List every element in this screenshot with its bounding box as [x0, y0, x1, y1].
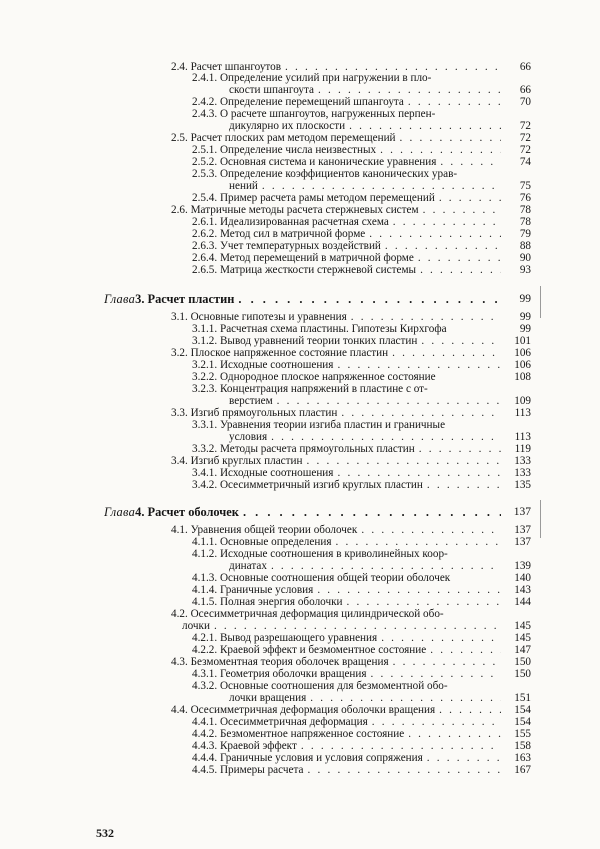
dot-leader — [357, 524, 501, 536]
dot-leader — [239, 505, 501, 519]
dot-leader — [210, 620, 501, 632]
entry-title: Определение перемещений шпангоута — [219, 96, 404, 108]
entry-title: Краевой эффект и безмоментное состояние — [219, 644, 427, 656]
entry-page-number: 99 — [519, 323, 531, 335]
toc-entry — [192, 371, 531, 383]
entry-page-number: 137 — [514, 536, 531, 548]
entry-page-number: 75 — [519, 180, 531, 192]
entry-number: 3.1. — [171, 311, 191, 323]
entry-page-number: 144 — [514, 596, 531, 608]
dot-leader — [333, 467, 501, 479]
entry-number: 2.5.1. — [192, 144, 220, 156]
dot-leader — [303, 764, 501, 776]
chapter-divider-line — [540, 500, 541, 538]
dot-leader — [337, 407, 501, 419]
entry-number: 4.3. — [171, 656, 191, 668]
dot-leader — [404, 96, 501, 108]
toc-entry — [192, 252, 531, 264]
entry-number: 2.4.2. — [192, 96, 220, 108]
entry-page-number: 151 — [514, 692, 531, 704]
entry-title: Метод перемещений в матричной форме — [219, 252, 414, 264]
entry-page-number: 158 — [514, 740, 531, 752]
entry-title: Учет температурных воздействий — [219, 240, 381, 252]
toc-entry — [192, 419, 531, 431]
entry-number: 3.2.2. — [192, 371, 220, 383]
entry-number: 4.1.3. — [192, 572, 220, 584]
toc-entry — [192, 72, 531, 84]
toc-entry — [192, 192, 531, 204]
dot-leader — [303, 455, 502, 467]
entry-title: лочки — [182, 620, 210, 632]
entry-page-number: 78 — [519, 204, 531, 216]
dot-leader — [396, 132, 501, 144]
entry-page-number: 113 — [514, 431, 531, 443]
toc-entry — [192, 443, 531, 455]
entry-number: 2.4. — [171, 61, 191, 73]
dot-leader — [381, 240, 501, 252]
dot-leader — [367, 668, 501, 680]
entry-number: 2.4.1. — [192, 72, 220, 84]
entry-page-number: 135 — [514, 479, 531, 491]
toc-entry — [229, 180, 531, 192]
entry-number: 3.1.1. — [192, 323, 220, 335]
toc-entry — [229, 431, 531, 443]
entry-number: 3.4. — [171, 455, 191, 467]
entry-title: Расчет оболочек — [147, 505, 239, 519]
entry-page-number: 140 — [514, 572, 531, 584]
toc-entry — [192, 467, 531, 479]
entry-title: Осесимметричная деформация — [219, 716, 368, 728]
dot-leader — [423, 752, 501, 764]
entry-number: 2.5.2. — [192, 156, 220, 168]
toc-entry — [171, 524, 531, 536]
entry-number: 4.1.4. — [192, 584, 220, 596]
entry-title: Определение числа неизвестных — [219, 144, 377, 156]
dot-leader — [414, 252, 501, 264]
dot-leader — [306, 692, 501, 704]
entry-page-number: 106 — [514, 347, 531, 359]
toc-entry — [171, 311, 531, 323]
toc-entry — [171, 407, 531, 419]
entry-page-number: 167 — [514, 764, 531, 776]
entry-title: Осесимметричная деформация цилиндрической обо- — [190, 608, 444, 620]
toc-entry — [192, 228, 531, 240]
entry-title: Основные гипотезы и уравнения — [190, 311, 347, 323]
toc-entry — [192, 584, 531, 596]
dot-leader — [368, 716, 501, 728]
entry-page-number: 139 — [514, 560, 531, 572]
entry-page-number: 154 — [514, 704, 531, 716]
entry-title: Метод сил в матричной форме — [219, 228, 366, 240]
toc-entry — [229, 84, 531, 96]
entry-title: дикулярно их плоскости — [229, 120, 346, 132]
dot-leader — [417, 335, 501, 347]
chapter-word: Глава — [104, 505, 136, 519]
dot-leader — [347, 311, 501, 323]
entry-title: Примеры расчета — [219, 764, 304, 776]
entry-number: 3.4.1. — [192, 467, 220, 479]
toc-entry — [171, 608, 531, 620]
entry-title: Основная система и канонические уравнения — [219, 156, 437, 168]
dot-leader — [333, 359, 501, 371]
entry-page-number: 106 — [514, 359, 531, 371]
entry-title: Изгиб прямоугольных пластин — [190, 407, 338, 419]
entry-page-number: 163 — [514, 752, 531, 764]
dot-leader — [345, 120, 501, 132]
toc-entry — [192, 383, 531, 395]
entry-number: 4.4.3. — [192, 740, 220, 752]
dot-leader — [435, 192, 501, 204]
dot-leader — [365, 228, 501, 240]
entry-title: Методы расчета прямоугольных пластин — [219, 443, 415, 455]
entry-page-number: 109 — [514, 395, 531, 407]
entry-number: 3.1.2. — [192, 335, 220, 347]
entry-number: 2.6.2. — [192, 228, 220, 240]
toc-entry — [192, 548, 531, 560]
entry-title: Вывод уравнений теории тонких пластин — [219, 335, 418, 347]
toc-entry — [171, 132, 531, 144]
entry-page-number: 93 — [519, 264, 531, 276]
toc-entry — [192, 740, 531, 752]
toc-entry — [192, 359, 531, 371]
dot-leader — [297, 740, 501, 752]
entry-page-number: 78 — [519, 216, 531, 228]
toc-entry — [171, 347, 531, 359]
toc-entry — [171, 656, 531, 668]
toc-entry — [192, 216, 531, 228]
toc-entry — [192, 716, 531, 728]
toc-entry — [182, 620, 531, 632]
entry-page-number: 137 — [513, 506, 531, 518]
entry-number: 4.4.1. — [192, 716, 220, 728]
entry-number: 4.3.1. — [192, 668, 220, 680]
entry-page-number: 70 — [519, 96, 531, 108]
toc-entry — [192, 240, 531, 252]
entry-page-number: 145 — [514, 632, 531, 644]
entry-title: Исходные соотношения — [219, 467, 334, 479]
entry-number: 3.2.1. — [192, 359, 220, 371]
dot-leader — [389, 216, 501, 228]
toc-entry — [192, 144, 531, 156]
entry-title: Уравнения теории изгиба пластин и граничные — [219, 419, 446, 431]
toc-entry — [192, 335, 531, 347]
entry-number: 2.5. — [171, 132, 191, 144]
entry-number: 2.5.4. — [192, 192, 220, 204]
entry-title: Расчет шпангоутов — [190, 61, 282, 73]
entry-title: Основные соотношения общей теории оболочек — [219, 572, 451, 584]
toc-entry — [229, 560, 531, 572]
entry-title: Определение усилий при нагружении в пло- — [219, 72, 432, 84]
entry-title: Уравнения общей теории оболочек — [190, 524, 358, 536]
entry-number: 4.4.4. — [192, 752, 220, 764]
entry-page-number: 66 — [519, 61, 531, 73]
entry-title: Осесимметричный изгиб круглых пластин — [219, 479, 423, 491]
entry-title: Безмоментная теория оболочек вращения — [190, 656, 389, 668]
toc-entry — [192, 752, 531, 764]
entry-page-number: 150 — [514, 656, 531, 668]
entry-number: 2.6.3. — [192, 240, 220, 252]
entry-page-number: 119 — [514, 443, 531, 455]
entry-title: Матрица жесткости стержневой системы — [219, 264, 417, 276]
entry-page-number: 155 — [514, 728, 531, 740]
entry-page-number: 99 — [519, 311, 531, 323]
entry-page-number: 133 — [514, 467, 531, 479]
dot-leader — [331, 536, 501, 548]
toc-chapter-heading — [104, 292, 531, 306]
entry-page-number: 76 — [519, 192, 531, 204]
entry-title: нений — [229, 180, 258, 192]
entry-title: Основные соотношения для безмоментной обо- — [219, 680, 448, 692]
toc-chapter-heading — [104, 505, 531, 519]
entry-title: О расчете шпангоутов, нагруженных перпен- — [219, 108, 436, 120]
entry-page-number: 101 — [514, 335, 531, 347]
dot-leader — [436, 156, 501, 168]
entry-number: 4.3.2. — [192, 680, 220, 692]
entry-title: Краевой эффект — [219, 740, 297, 752]
entry-number: 4.4. — [171, 704, 191, 716]
entry-page-number: 72 — [519, 144, 531, 156]
entry-title: Пример расчета рамы методом перемещений — [219, 192, 435, 204]
entry-title: Безмоментное напряженное состояние — [219, 728, 405, 740]
entry-title: Концентрация напряжений в пластине с от- — [219, 383, 428, 395]
entry-title: Граничные условия и условия сопряжения — [219, 752, 423, 764]
dot-leader — [435, 704, 501, 716]
page-number: 532 — [96, 826, 114, 840]
entry-number: 2.5.3. — [192, 168, 220, 180]
entry-title: лочки вращения — [229, 692, 307, 704]
dot-leader — [267, 560, 501, 572]
entry-page-number: 88 — [519, 240, 531, 252]
toc-entry — [192, 596, 531, 608]
entry-number: 4.2.1. — [192, 632, 220, 644]
entry-number: 3.2.3. — [192, 383, 220, 395]
dot-leader — [267, 431, 501, 443]
toc-entry — [229, 120, 531, 132]
dot-leader — [419, 204, 501, 216]
toc-entry — [192, 572, 531, 584]
entry-number: 2.6.5. — [192, 264, 220, 276]
entry-title: скости шпангоута — [229, 84, 314, 96]
entry-number: 4.4.5. — [192, 764, 220, 776]
entry-number: 2.6.1. — [192, 216, 220, 228]
dot-leader — [423, 479, 501, 491]
entry-title: Изгиб круглых пластин — [190, 455, 303, 467]
entry-title: Полная энергия оболочки — [219, 596, 343, 608]
entry-title: Идеализированная расчетная схема — [219, 216, 389, 228]
entry-title: условия — [229, 431, 268, 443]
entry-page-number: 147 — [514, 644, 531, 656]
toc-entry — [171, 455, 531, 467]
entry-page-number: 145 — [514, 620, 531, 632]
entry-title: Граничные условия — [219, 584, 314, 596]
toc-entry — [192, 728, 531, 740]
entry-page-number: 133 — [514, 455, 531, 467]
entry-title: верстием — [229, 395, 273, 407]
entry-number: 2.6. — [171, 204, 191, 216]
entry-number: 4.2.2. — [192, 644, 220, 656]
entry-number: 4.1.5. — [192, 596, 220, 608]
entry-title: Расчет плоских рам методом перемещений — [190, 132, 396, 144]
entry-title: Осесимметричная деформация оболочки вращения — [190, 704, 436, 716]
entry-title: Исходные соотношения в криволинейных коор- — [219, 548, 448, 560]
entry-title: Плоское напряженное состояние пластин — [190, 347, 389, 359]
entry-title: Расчетная схема пластины. Гипотезы Кирхгофа — [219, 323, 447, 335]
dot-leader — [313, 584, 501, 596]
chapter-word: Глава — [104, 292, 136, 306]
entry-title: Матричные методы расчета стержневых систем — [190, 204, 419, 216]
entry-page-number: 72 — [519, 132, 531, 144]
dot-leader — [377, 632, 501, 644]
toc-entry — [192, 632, 531, 644]
entry-title: Основные определения — [219, 536, 332, 548]
toc-entry — [229, 395, 531, 407]
toc-entry — [192, 536, 531, 548]
entry-number: 4.1.2. — [192, 548, 220, 560]
entry-number: 3.3.1. — [192, 419, 220, 431]
entry-number: 2.6.4. — [192, 252, 220, 264]
dot-leader — [234, 292, 501, 306]
entry-number: 3.4.2. — [192, 479, 220, 491]
entry-page-number: 74 — [519, 156, 531, 168]
entry-number: 4. — [135, 505, 148, 519]
entry-page-number: 79 — [519, 228, 531, 240]
entry-page-number: 143 — [514, 584, 531, 596]
entry-title: Расчет пластин — [147, 292, 235, 306]
dot-leader — [416, 264, 501, 276]
dot-leader — [404, 728, 501, 740]
toc-entry — [192, 479, 531, 491]
entry-number: 3.3.2. — [192, 443, 220, 455]
entry-page-number: 137 — [514, 524, 531, 536]
entry-title: динатах — [229, 560, 267, 572]
toc-entry — [192, 96, 531, 108]
entry-page-number: 90 — [519, 252, 531, 264]
dot-leader — [343, 596, 501, 608]
entry-title: Определение коэффициентов канонических урав- — [219, 168, 458, 180]
toc-entry — [192, 323, 531, 335]
entry-number: 4.1.1. — [192, 536, 220, 548]
entry-page-number: 66 — [519, 84, 531, 96]
entry-page-number: 154 — [514, 716, 531, 728]
dot-leader — [376, 144, 501, 156]
entry-title: Вывод разрешающего уравнения — [219, 632, 378, 644]
entry-page-number: 108 — [514, 371, 531, 383]
dot-leader — [389, 656, 501, 668]
toc-entry — [229, 692, 531, 704]
dot-leader — [426, 644, 501, 656]
toc-entry — [192, 680, 531, 692]
entry-title: Геометрия оболочки вращения — [219, 668, 367, 680]
dot-leader — [388, 347, 501, 359]
entry-number: 3. — [135, 292, 148, 306]
toc-entry — [192, 764, 531, 776]
toc-entry — [171, 204, 531, 216]
toc-entry — [192, 644, 531, 656]
toc-entry — [192, 108, 531, 120]
dot-leader — [415, 443, 501, 455]
toc-entry — [192, 668, 531, 680]
toc-entry — [192, 264, 531, 276]
toc-entry — [192, 168, 531, 180]
dot-leader — [314, 84, 501, 96]
toc-entry — [192, 156, 531, 168]
entry-number: 4.2. — [171, 608, 191, 620]
entry-page-number: 113 — [514, 407, 531, 419]
entry-title: Однородное плоское напряженное состояние — [219, 371, 436, 383]
chapter-divider-line — [540, 286, 541, 318]
entry-number: 3.3. — [171, 407, 191, 419]
toc-entry — [171, 704, 531, 716]
entry-title: Исходные соотношения — [219, 359, 334, 371]
entry-number: 3.2. — [171, 347, 191, 359]
entry-number: 2.4.3. — [192, 108, 220, 120]
entry-page-number: 72 — [519, 120, 531, 132]
dot-leader — [258, 180, 501, 192]
entry-page-number: 150 — [514, 668, 531, 680]
entry-number: 4.1. — [171, 524, 191, 536]
entry-number: 4.4.2. — [192, 728, 220, 740]
entry-page-number: 99 — [519, 293, 531, 305]
dot-leader — [273, 395, 501, 407]
